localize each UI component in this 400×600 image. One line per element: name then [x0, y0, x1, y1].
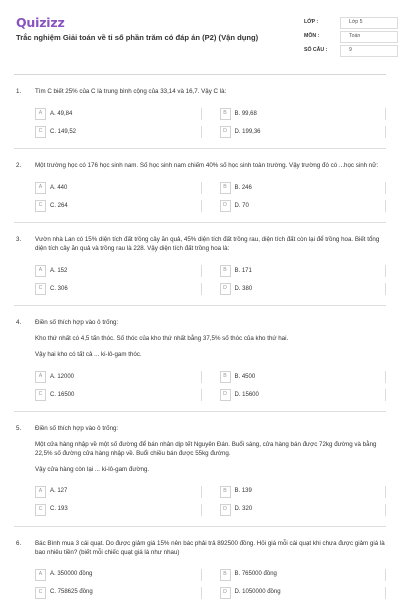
option-text: B. 99,68 — [234, 110, 257, 117]
answer-option[interactable] — [35, 371, 202, 383]
question-header — [14, 319, 386, 365]
question-paragraph: Vậy cửa hàng còn lại ... ki-lô-gam đường. — [35, 465, 150, 473]
answer-option[interactable] — [35, 265, 202, 277]
question-item — [14, 88, 386, 138]
quizizz-logo[interactable]: Quizizz — [16, 15, 65, 30]
answer-option[interactable] — [220, 569, 387, 581]
option-text: C. 16500 — [50, 391, 75, 398]
answer-option[interactable] — [220, 182, 387, 194]
option-text: A. 12000 — [50, 373, 75, 380]
answer-option[interactable] — [35, 108, 202, 120]
question-divider — [14, 148, 386, 149]
option-letter-box[interactable]: C — [35, 283, 46, 295]
meta-label: SỐ CÂU : — [304, 47, 328, 54]
answer-options — [35, 182, 386, 212]
answer-option[interactable] — [220, 371, 387, 383]
question-text — [35, 236, 386, 254]
meta-row-subject — [304, 30, 398, 44]
question-text — [35, 88, 386, 97]
option-text: C. 193 — [50, 506, 68, 513]
answer-option[interactable] — [220, 265, 387, 277]
answer-option[interactable] — [220, 389, 387, 401]
option-text: B. 4500 — [234, 373, 256, 380]
question-body — [35, 319, 386, 365]
question-divider — [14, 526, 386, 527]
question-paragraph: Kho thứ nhất có 4,5 tấn thóc. Số thóc của kho thứ nhất bằng 37,5% số thóc của kho thứ hai. — [35, 334, 289, 342]
option-letter-box[interactable]: C — [35, 504, 46, 516]
meta-value: Toán — [340, 31, 398, 43]
option-letter-box[interactable]: B — [220, 486, 231, 498]
option-letter-box[interactable]: B — [220, 108, 231, 120]
meta-row-class — [304, 16, 398, 30]
question-number: 6. — [16, 539, 22, 547]
option-letter-box[interactable]: A — [35, 486, 46, 498]
option-letter-box[interactable]: C — [35, 587, 46, 599]
question-number: 1. — [16, 88, 22, 95]
option-letter-box[interactable]: B — [220, 265, 231, 277]
question-paragraph: Điền số thích hợp vào ô trống: — [35, 318, 119, 326]
option-text: B. 246 — [234, 184, 252, 191]
meta-row-count — [304, 44, 398, 58]
question-body — [35, 425, 386, 480]
question-paragraph: Điền số thích hợp vào ô trống: — [35, 424, 119, 432]
worksheet-title: Trắc nghiệm Giải toán về tỉ số phần trăm có đáp án (P2) (Vận dụng) — [16, 33, 259, 42]
answer-option[interactable] — [35, 569, 202, 581]
option-letter-box[interactable]: A — [35, 265, 46, 277]
question-header — [14, 162, 386, 176]
header-divider — [14, 74, 386, 75]
question-paragraph: Tìm C biết 25% của C là trung bình cộng của 33,14 và 16,7. Vậy C là: — [35, 88, 227, 95]
answer-option[interactable] — [220, 126, 387, 138]
option-letter-box[interactable]: B — [220, 371, 231, 383]
option-text: D. 1050000 đồng — [234, 589, 281, 596]
option-letter-box[interactable]: C — [35, 389, 46, 401]
question-header — [14, 540, 386, 563]
question-number: 4. — [16, 318, 22, 326]
option-text: C. 306 — [50, 285, 68, 292]
question-item — [14, 540, 386, 599]
option-text: A. 127 — [50, 488, 68, 495]
option-text: B. 139 — [234, 488, 252, 495]
option-text: A. 152 — [50, 267, 68, 274]
option-text: C. 758625 đồng — [50, 589, 93, 596]
question-paragraph: Một cửa hàng nhập về một số đường để bán nhân dịp tết Nguyên Đán. Buổi sáng, cửa hàng bán được 72kg đường và bằng 22,5% số đường cửa hàng nhập về. Buổi chiều bán được 55kg đường. — [35, 440, 377, 457]
answer-option[interactable] — [35, 200, 202, 212]
question-header — [14, 425, 386, 480]
question-item — [14, 319, 386, 401]
question-text — [35, 319, 386, 360]
answer-option[interactable] — [35, 587, 202, 599]
answer-option[interactable] — [35, 126, 202, 138]
question-item — [14, 425, 386, 516]
meta-label: LỚP : — [304, 19, 319, 26]
answer-options — [35, 569, 386, 599]
question-number: 3. — [16, 235, 22, 243]
option-letter-box[interactable]: D — [220, 126, 231, 138]
option-text: A. 350000 đồng — [50, 571, 93, 578]
answer-option[interactable] — [220, 504, 387, 516]
option-text: D. 320 — [234, 506, 253, 513]
question-list — [14, 88, 386, 599]
question-body — [35, 88, 386, 102]
answer-options — [35, 265, 386, 295]
option-letter-box[interactable]: D — [220, 389, 231, 401]
question-body — [35, 236, 386, 259]
question-paragraph: Vườn nhà Lan có 15% diện tích đất trồng cây ăn quả, 45% diện tích đất trồng rau, diện tích đất còn lại để trồng hoa. Biết tổng diện tích cây ăn quả và trồng rau là 228. Vậy diện tích đất trồng hoa là: — [35, 235, 380, 252]
option-text: D. 199,36 — [234, 128, 261, 135]
option-letter-box[interactable]: D — [220, 587, 231, 599]
meta-label: MÔN : — [304, 33, 320, 40]
question-body — [35, 162, 386, 176]
question-paragraph: Vậy hai kho có tất cả ... ki-lô-gam thóc. — [35, 350, 142, 358]
option-text: A. 440 — [50, 184, 68, 191]
option-letter-box[interactable]: A — [35, 569, 46, 581]
option-letter-box[interactable]: B — [220, 182, 231, 194]
option-text: C. 264 — [50, 202, 68, 209]
answer-option[interactable] — [220, 108, 387, 120]
question-header — [14, 236, 386, 259]
option-letter-box[interactable]: A — [35, 182, 46, 194]
answer-options — [35, 486, 386, 516]
question-text — [35, 162, 386, 171]
question-header — [14, 88, 386, 102]
option-letter-box[interactable]: C — [35, 126, 46, 138]
answer-option[interactable] — [220, 200, 387, 212]
option-letter-box[interactable]: A — [35, 371, 46, 383]
answer-option[interactable] — [35, 486, 202, 498]
answer-options — [35, 371, 386, 401]
option-text: D. 70 — [234, 202, 249, 209]
worksheet-header — [14, 12, 386, 74]
option-text: C. 149,52 — [50, 128, 77, 135]
question-item — [14, 162, 386, 212]
question-text — [35, 540, 386, 558]
answer-option[interactable] — [35, 504, 202, 516]
question-divider — [14, 411, 386, 412]
answer-option[interactable] — [35, 182, 202, 194]
option-letter-box[interactable]: C — [35, 200, 46, 212]
question-item — [14, 236, 386, 295]
question-number: 5. — [16, 424, 22, 432]
meta-value: Lớp 5 — [340, 17, 398, 29]
option-letter-box[interactable]: D — [220, 283, 231, 295]
answer-option[interactable] — [220, 587, 387, 599]
meta-value: 9 — [340, 45, 398, 57]
answer-option[interactable] — [220, 283, 387, 295]
question-number: 2. — [16, 161, 22, 169]
option-text: D. 15600 — [234, 391, 259, 398]
question-divider — [14, 305, 386, 306]
question-text — [35, 425, 386, 475]
question-divider — [14, 222, 386, 223]
answer-options — [35, 108, 386, 138]
answer-option[interactable] — [35, 389, 202, 401]
option-text: D. 380 — [234, 285, 253, 292]
question-paragraph: Một trường học có 176 học sinh nam. Số học sinh nam chiếm 40% số học sinh toàn trường. Vậy trường đó có ...học sinh nữ: — [35, 161, 379, 169]
option-letter-box[interactable]: D — [220, 200, 231, 212]
option-text: A. 49,84 — [50, 110, 73, 117]
question-body — [35, 540, 386, 563]
option-letter-box[interactable]: A — [35, 108, 46, 120]
question-paragraph: Bác Bình mua 3 cái quạt. Do được giảm giá 15% nên bác phải trả 892500 đồng. Hỏi giá mỗi cái quạt khi chưa được giảm giá là bao nhiêu tiền? (biết mỗi chiếc quạt giá là như nhau) — [35, 539, 385, 556]
answer-option[interactable] — [35, 283, 202, 295]
option-text: B. 171 — [234, 267, 252, 274]
meta-panel — [304, 16, 398, 58]
answer-option[interactable] — [220, 486, 387, 498]
option-text: B. 765000 đồng — [234, 571, 277, 578]
option-letter-box[interactable]: D — [220, 504, 231, 516]
option-letter-box[interactable]: B — [220, 569, 231, 581]
